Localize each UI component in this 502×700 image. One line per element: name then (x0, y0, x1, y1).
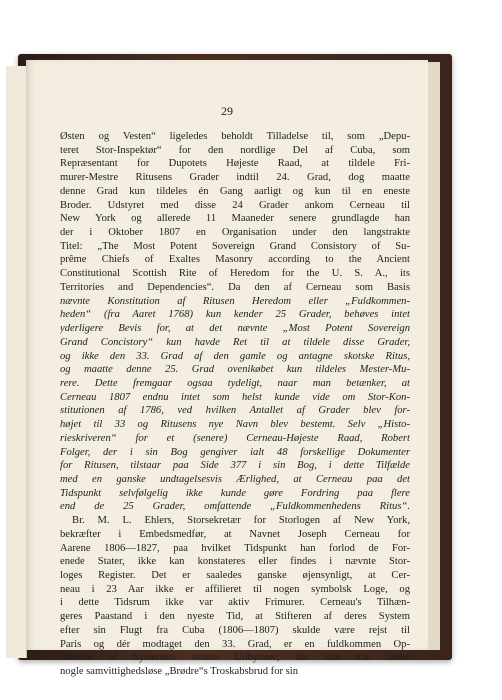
text-line: og maatte denne 25. Grad ovenikøbet kun tildeles Mester-Mu- (60, 364, 410, 376)
page-body-text (60, 130, 410, 679)
text-line: Cerneau 1807 endnu intet som helst kunde vide om Stor-Kon- (60, 391, 410, 403)
text-line: murer-Mestre Ritusens Grader indtil 24. Grad, dog maatte (60, 172, 410, 184)
left-page-edge (6, 66, 27, 658)
text-line: Folger, der i sin Bog gengiver ialt 48 forskellige Dokumenter (60, 446, 410, 458)
text-line: der i Oktober 1807 en Organisation under den langstrakte (60, 227, 410, 239)
text-line: og ikke den 33. Grad af den gamle og antagne skotske Ritus, (60, 350, 410, 362)
text-line: Territories and Dependencies“. Da den af Cerneau som Basis (60, 281, 410, 293)
page-block-edge (426, 62, 440, 650)
text-line: Repræsentant for Dupotets Højeste Raad, at tildele Fri- (60, 158, 410, 170)
text-line: denne Grad kun tildeles én Gang aarligt og kun til en eneste (60, 185, 410, 197)
text-line: rieskriveren“ for et (senere) Cerneau-Højeste Raad, Robert (60, 432, 410, 444)
page-number: 29 (221, 104, 233, 118)
text-line: bekræfter i Embedsmedfør, at Navnet Joseph Cerneau for (60, 528, 410, 540)
text-line: Broder. Udstyret med disse 24 Grader ankom Cerneau til (60, 199, 410, 211)
text-line: loges Register. Det er saaledes ganske øjensynligt, at Cer- (60, 570, 410, 581)
text-line: Østen og Vesten“ ligeledes beholdt Tilladelse til, som „Depu- (60, 131, 410, 142)
text-line: enede Stater, ikke kan konstateres eller findes i nævnte Stor- (60, 556, 410, 568)
text-line: med en ganske undtagelsesvis Ærlighed, at Cerneau paa det (60, 473, 410, 485)
text-line: nævnte Konstitution af Ritusen Heredom eller „Fuldkommen- (60, 295, 410, 307)
text-line: end de 25 Grader, omfattende „Fuldkommenhedens Ritus“. (60, 501, 410, 513)
text-line: Br. M. L. Ehlers, Storsekretær for Storlogen af New York, (72, 515, 410, 527)
text-line: efter sin Flugt fra Cuba (1806—1807) skulde være rejst til (60, 624, 410, 636)
text-line: New York og allerede 11 Maaneder senere grundlagde han (60, 213, 410, 225)
text-line: Grand Concistory“ kun havde Ret til at tildele disse Grader, (60, 336, 410, 348)
text-line: heden“ (fra Aaret 1768) kun kender 25 Grader, behøves intet (60, 309, 410, 321)
text-line: Paris og dér modtaget den 33. Grad, er en fuldkommen Op- (60, 638, 410, 650)
text-line: Titel: „The Most Potent Sovereign Grand Consistory of Su- (60, 240, 410, 252)
book-page (26, 60, 428, 678)
text-line: neau i 23 Aar ikke er affilieret til nogen symbolsk Loge, og (60, 583, 410, 595)
text-line: for Ritusen, tilstaar paa Side 377 i sin Bog, i dette Tilfælde (60, 460, 410, 472)
text-line: Constitutional Scottish Rite of Heredom for the U. S. A., its (60, 268, 410, 280)
text-line: nogle samvittighedsløse „Brødre“s Troskabsbrud for sin (60, 666, 299, 678)
text-line: Tidspunkt selvfølgelig ikke kunde gøre Fordring paa flere (60, 487, 410, 499)
text-line: i dette Tidsrum ikke var aktiv Frimurer. Cerneau's Tilhæn- (60, 597, 410, 609)
text-line: stitutionen af 1786, ved hvilken Antallet af Grader blev for- (60, 405, 410, 417)
text-line: rere. Dette fremgaar ogsaa tydeligt, naar man betænker, at (60, 377, 410, 389)
text-line: Aarene 1806—1827, paa hvilket Tidspunkt han forlod de For- (60, 542, 410, 554)
text-line: teret Stor-Inspektør“ for den nordlige Del af Cuba, som (60, 144, 410, 156)
text-line: findelse af Systemets senere Udbyttere, der kun kan takke (60, 652, 410, 664)
text-line: prême Chiefs of Exaltes Masonry according to the Ancient (60, 254, 410, 266)
text-line: højet til 33 og Ritusens nye Navn blev bestemt. Selv „Histo- (60, 419, 410, 431)
text-line: yderligere Bevis for, at det nævnte „Most Potent Sovereign (60, 323, 410, 335)
text-line: geres Paastand i den nyeste Tid, at Stifteren af deres System (60, 611, 410, 623)
